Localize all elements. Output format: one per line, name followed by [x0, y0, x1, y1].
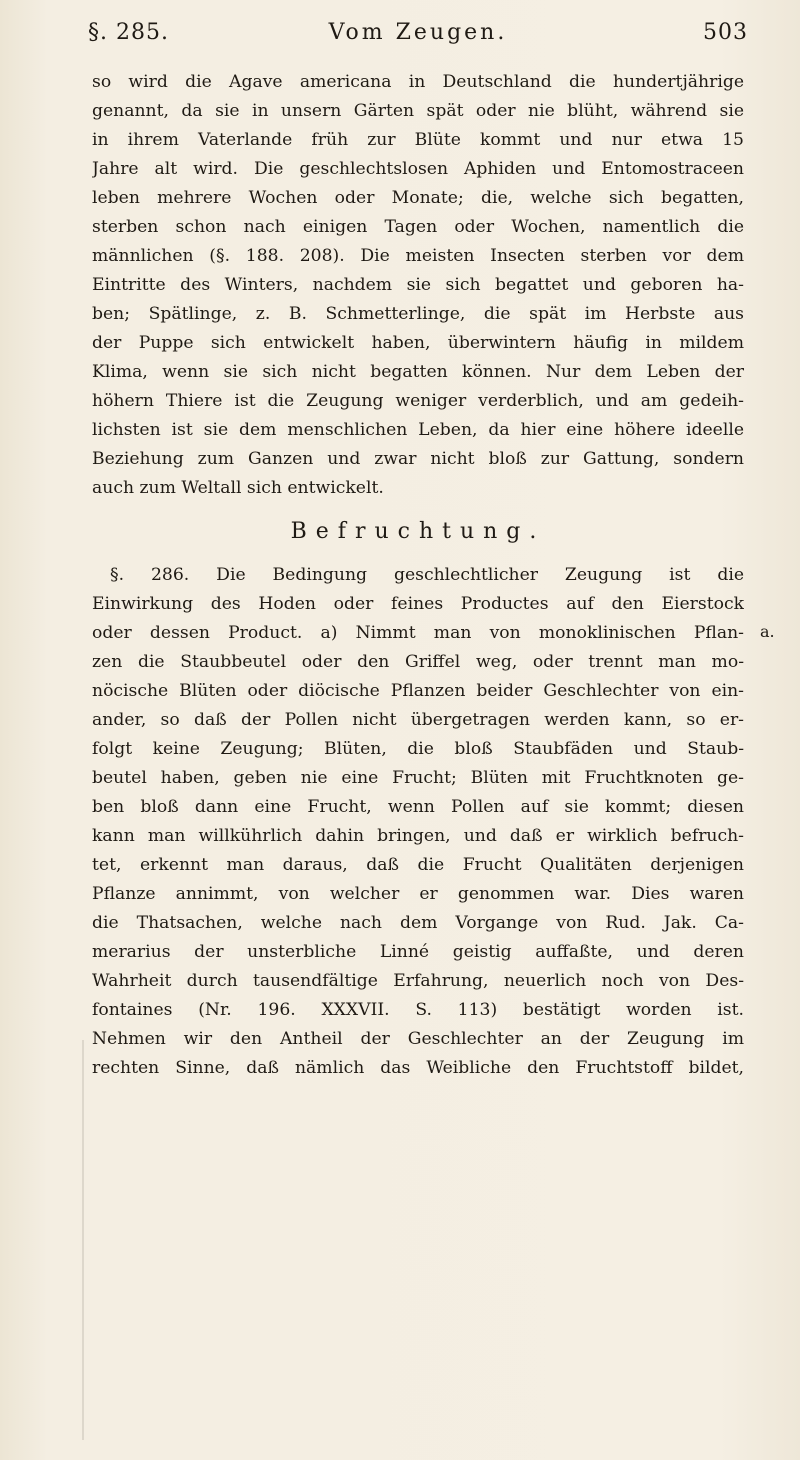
text-line: oder dessen Product. a) Nimmt man von monoklinischen Pflan-	[92, 623, 744, 643]
text-line: lichsten ist sie dem menschlichen Leben, da hier eine höhere ideelle	[92, 420, 744, 440]
text-line: der Puppe sich entwickelt haben, überwintern häufig in mildem	[92, 333, 744, 353]
section-heading: Befruchtung.	[290, 519, 546, 544]
running-title: Vom Zeugen.	[328, 20, 508, 45]
text-line: Beziehung zum Ganzen und zwar nicht bloß zur Gattung, sondern	[92, 449, 744, 469]
page-body	[92, 68, 744, 1083]
text-line: so wird die Agave americana in Deutschland die hundertjährige	[92, 72, 744, 92]
text-line: rechten Sinne, daß nämlich das Weibliche den Fruchtstoff bildet,	[92, 1058, 744, 1078]
text-line: Pflanze annimmt, von welcher er genommen war. Dies waren	[92, 884, 744, 904]
paragraph-1	[92, 68, 744, 503]
paragraph-2	[92, 561, 744, 1083]
text-line: Jahre alt wird. Die geschlechtslosen Aphiden und Entomostraceen	[92, 159, 744, 179]
text-line: in ihrem Vaterlande früh zur Blüte kommt und nur etwa 15	[92, 130, 744, 150]
text-line: Nehmen wir den Antheil der Geschlechter an der Zeugung im	[92, 1029, 744, 1049]
text-line: nöcische Blüten oder diöcische Pflanzen beider Geschlechter von ein-	[92, 681, 744, 701]
text-line: ander, so daß der Pollen nicht übergetragen werden kann, so er-	[92, 710, 744, 730]
text-line: kann man willkührlich dahin bringen, und daß er wirklich befruch-	[92, 826, 744, 846]
text-line: folgt keine Zeugung; Blüten, die bloß Staubfäden und Staub-	[92, 739, 744, 759]
section-number: §. 285.	[88, 20, 169, 45]
text-line: Wahrheit durch tausendfältige Erfahrung, neuerlich noch von Des-	[92, 971, 744, 991]
margin-note: a.	[760, 622, 775, 641]
text-line: Klima, wenn sie sich nicht begatten können. Nur dem Leben der	[92, 362, 744, 382]
text-line: ben; Spätlinge, z. B. Schmetterlinge, die spät im Herbste aus	[92, 304, 744, 324]
text-line: beutel haben, geben nie eine Frucht; Blüten mit Fruchtknoten ge-	[92, 768, 744, 788]
text-line: merarius der unsterbliche Linné geistig auffaßte, und deren	[92, 942, 744, 962]
text-line: auch zum Weltall sich entwickelt.	[92, 478, 384, 498]
text-line: tet, erkennt man daraus, daß die Frucht Qualitäten derjenigen	[92, 855, 744, 875]
text-line: §. 286. Die Bedingung geschlechtlicher Zeugung ist die	[110, 565, 744, 585]
text-line: leben mehrere Wochen oder Monate; die, welche sich begatten,	[92, 188, 744, 208]
text-line: zen die Staubbeutel oder den Griffel weg, oder trennt man mo-	[92, 652, 744, 672]
text-line: fontaines (Nr. 196. XXXVII. S. 113) bestätigt worden ist.	[92, 1000, 744, 1020]
page-header	[88, 20, 748, 56]
text-line: die Thatsachen, welche nach dem Vorgange von Rud. Jak. Ca-	[92, 913, 744, 933]
text-line: sterben schon nach einigen Tagen oder Wochen, namentlich die	[92, 217, 744, 237]
page-number: 503	[703, 20, 748, 45]
text-line: genannt, da sie in unsern Gärten spät oder nie blüht, während sie	[92, 101, 744, 121]
text-line: Einwirkung des Hoden oder feines Productes auf den Eierstock	[92, 594, 744, 614]
binding-shadow	[82, 1040, 84, 1440]
text-line: Eintritte des Winters, nachdem sie sich begattet und geboren ha-	[92, 275, 744, 295]
text-line: höhern Thiere ist die Zeugung weniger verderblich, und am gedeih-	[92, 391, 744, 411]
text-line: ben bloß dann eine Frucht, wenn Pollen auf sie kommt; diesen	[92, 797, 744, 817]
text-line: männlichen (§. 188. 208). Die meisten Insecten sterben vor dem	[92, 246, 744, 266]
